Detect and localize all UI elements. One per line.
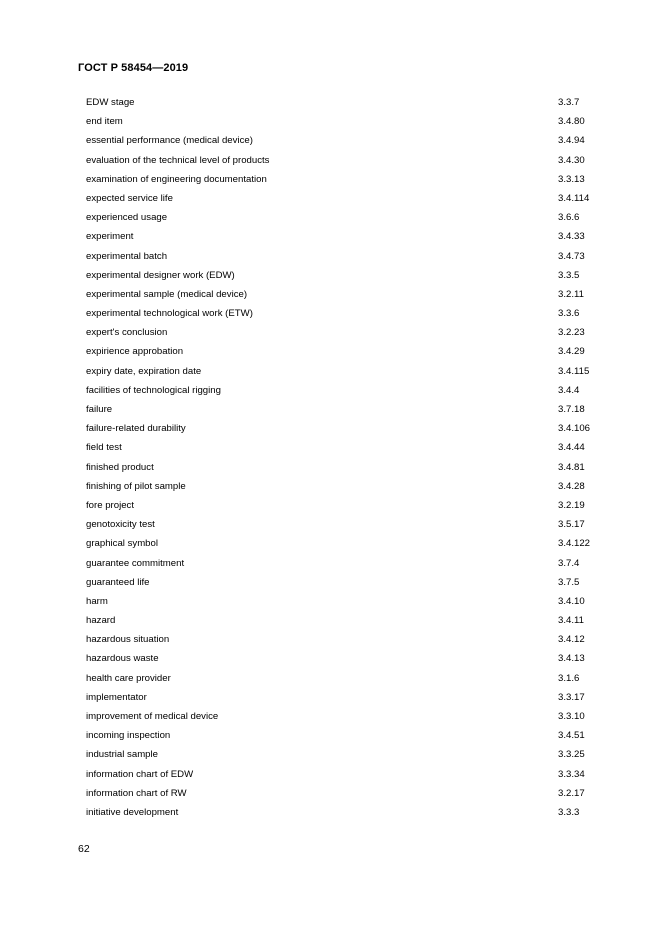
index-row [86,288,606,307]
index-row [86,365,606,384]
index-row [86,614,606,633]
index-term: EDW stage [86,97,135,108]
index-reference: 3.4.10 [558,595,585,607]
index-row [86,96,606,115]
index-row [86,595,606,614]
index-row [86,269,606,288]
index-reference: 3.4.51 [558,730,585,742]
index-row [86,230,606,249]
index-term: information chart of RW [86,787,187,799]
index-reference: 3.4.33 [558,231,585,243]
index-row [86,115,606,134]
page-number: 62 [78,843,90,855]
index-row [86,672,606,691]
index-reference: 3.3.25 [558,749,585,761]
index-reference: 3.4.4 [558,384,580,396]
index-term: expected service life [86,192,173,204]
index-term: genotoxicity test [86,519,155,531]
term-index [86,96,606,825]
index-term: finished product [86,461,154,473]
index-term: industrial sample [86,749,158,761]
index-row [86,441,606,460]
index-term: experimental batch [86,250,168,262]
index-term: fore project [86,499,134,511]
index-row [86,748,606,767]
index-row [86,652,606,671]
index-term: graphical symbol [86,538,158,550]
index-reference: 3.4.94 [558,135,585,147]
index-reference: 3.7.18 [558,404,585,415]
index-reference: 3.4.28 [558,480,585,492]
index-reference: 3.2.19 [558,499,585,511]
index-term: end item [86,116,123,128]
index-reference: 3.2.17 [558,787,585,799]
index-term: experimental technological work (ETW) [86,308,253,320]
index-row [86,250,606,269]
index-reference: 3.3.10 [558,711,585,722]
index-term: facilities of technological rigging [86,384,221,396]
index-reference: 3.3.5 [558,269,580,281]
index-reference: 3.4.29 [558,346,585,358]
index-term: guarantee commitment [86,557,185,569]
index-row [86,576,606,595]
index-row [86,384,606,403]
index-term: experimental designer work (EDW) [86,269,235,281]
index-term: information chart of EDW [86,768,194,780]
index-reference: 3.3.34 [558,768,585,780]
index-row [86,422,606,441]
index-term: finishing of pilot sample [86,480,186,492]
index-row [86,134,606,153]
index-row [86,345,606,364]
index-row [86,326,606,345]
index-row [86,633,606,652]
index-reference: 3.4.80 [558,116,585,128]
index-term: examination of engineering documentation [86,173,267,185]
document-header: ГОСТ Р 58454—2019 [78,62,189,74]
index-row [86,403,606,422]
index-row [86,154,606,173]
index-term: field test [86,442,122,454]
index-term: initiative development [86,806,179,818]
index-term: guaranteed life [86,576,150,588]
index-reference: 3.4.81 [558,461,585,473]
index-row [86,518,606,537]
index-row [86,461,606,480]
index-reference: 3.7.4 [558,557,580,569]
index-reference: 3.3.6 [558,308,580,320]
index-reference: 3.4.13 [558,653,585,665]
index-reference: 3.2.23 [558,327,585,339]
index-row [86,768,606,787]
index-term: experimental sample (medical device) [86,288,248,300]
index-reference: 3.4.12 [558,634,585,646]
index-row [86,480,606,499]
index-term: expert's conclusion [86,327,168,339]
index-row [86,710,606,729]
index-term: hazardous situation [86,634,170,646]
index-term: incoming inspection [86,730,171,742]
index-term: expirience approbation [86,346,184,358]
index-reference: 3.6.6 [558,212,580,224]
index-reference: 3.4.44 [558,442,585,454]
index-reference: 3.2.11 [558,288,584,300]
index-reference: 3.4.114 [558,192,590,204]
index-term: experiment [86,231,134,243]
index-reference: 3.5.17 [558,519,585,531]
index-reference: 3.4.73 [558,250,585,262]
index-row [86,211,606,230]
index-row [86,557,606,576]
index-term: improvement of medical device [86,711,219,722]
index-term: experienced usage [86,212,168,224]
index-reference: 3.3.7 [558,97,580,108]
index-row [86,537,606,556]
index-reference: 3.4.122 [558,538,591,550]
index-row [86,806,606,825]
index-reference: 3.4.106 [558,423,591,435]
index-term: expiry date, expiration date [86,365,202,377]
index-reference: 3.4.30 [558,154,585,166]
index-term: essential performance (medical device) [86,135,253,147]
index-term: evaluation of the technical level of products [86,154,270,166]
index-term: implementator [86,691,147,703]
index-row [86,173,606,192]
index-row [86,691,606,710]
index-reference: 3.1.6 [558,672,580,684]
index-term: failure-related durability [86,423,186,435]
index-row [86,787,606,806]
index-row [86,499,606,518]
index-term: hazard [86,615,116,627]
index-reference: 3.7.5 [558,576,580,588]
index-row [86,192,606,211]
index-term: hazardous waste [86,653,159,665]
index-reference: 3.3.13 [558,173,585,185]
index-reference: 3.3.17 [558,691,585,703]
index-reference: 3.3.3 [558,806,580,818]
index-row [86,729,606,748]
index-term: harm [86,595,108,607]
index-reference: 3.4.11 [558,615,584,627]
index-term: failure [86,404,113,415]
index-row [86,307,606,326]
index-term: health care provider [86,672,171,684]
index-reference: 3.4.115 [558,365,590,377]
